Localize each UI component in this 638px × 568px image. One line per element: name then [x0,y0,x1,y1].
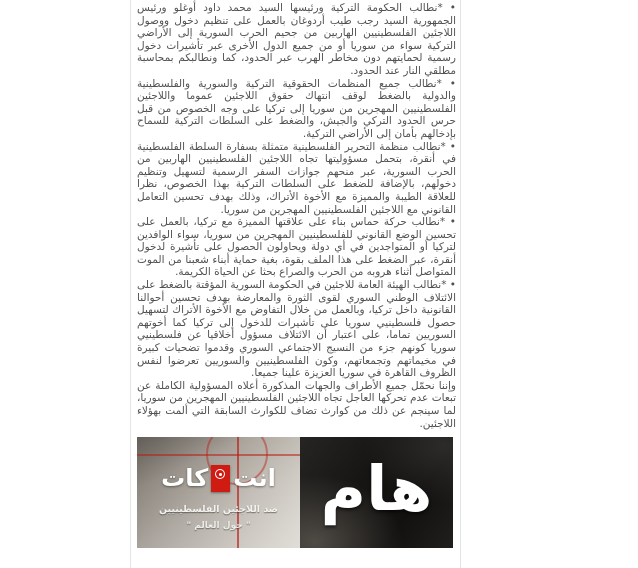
demand-paragraph: • *نطالب حركة حماس بناء على علاقتها المميزة مع تركيا، بالعمل على تحسين الوضع القانوني للفلسطينيين المهجرين من سوريا، سواء الوافدين لتركيا أو المتواجدين في أي دولة ويحاولون الحصول على تأشيرة لدخول أنقرة، عبر الضغط على هذا الملف بقوة، بغية حماية أبناء شعبنا من الموت المتواصل أثناء هروبه من الحرب والصراع بحثا عن الحياة الكريمة. [137,216,456,279]
demand-paragraph: • *نطالب الهيئة العامة للاجئين في الحكومة السورية المؤقتة بالضغط على الائتلاف الوطني السوري لقوى الثورة والمعارضة بهدف تحسين أحوالنا القانونية داخل تركيا، وبالعمل من خلال التفاوض مع الأخوة الأتراك لتسهيل حصول فلسطينيي سوريا على تأشيرات للدخول إلى تركيا كما أخوتهم السوريين تماما، على اعتبار أن الائتلاف مسؤول أخلاقيا عن فلسطينيي سوريا كونهم جزء من النسيج الاجتماعي السوري وقدموا تضحيات كبيرة في مخيماتهم وتجمعاتهم، وكون الفلسطينيين والسوريين تعرضوا لنفس الظروف القاهرة في سوريا العزيزة علينا جميعا. [137,279,456,380]
closing-paragraph: وإننا نحمّل جميع الأطراف والجهات المذكورة أعلاه المسؤولية الكاملة عن تبعات عدم تحركها العاجل تجاه اللاجئين الفلسطينيين المهجرين من سوريا، لما سينجم عن ذلك من كوارث تضاف للكوارث السابقة التي ألمت بهؤلاء اللاجئين. [137,379,456,430]
violations-tagline: " حول العالم " [186,521,251,532]
attached-poster-image[interactable] [137,437,453,548]
important-title: هام [320,451,433,525]
violations-title-right-part: انت [233,464,276,493]
demands-text-block [131,0,460,430]
demand-paragraph: • *نطالب منظمة التحرير الفلسطينية متمثلة بسفارة السلطة الفلسطينية في أنقرة، بتحمل مسؤوليتها تجاه اللاجئين الفلسطينيين الهاربين من الحرب السورية، عبر منحهم جوازات السفر الرسمية لتسهيل وتنظيم دخولهم، بالإضافة للضغط على السلطات التركية بهذا الخصوص، نظرا للعلاقة الطيبة والمميزة مع الأخوة الأتراك، وذلك بهدف تحسين التعامل القانوني مع اللاجئين الفلسطينيين المهجرين من سوريا. [137,140,456,216]
target-dot-icon [219,473,222,476]
violations-title [137,464,300,492]
target-square-icon [211,465,230,492]
violations-title-left-part: كات [161,464,209,493]
violations-subtitle: ضد اللاجئين الفلسطينيين [159,504,278,516]
important-poster-panel [300,437,453,548]
demand-paragraph: • *نطالب الحكومة التركية ورئيسها السيد محمد داود أوغلو ورئيس الجمهورية السيد رجب طيب أردوغان بالعمل على تنظيم دخول ووصول اللاجئين الفلسطينيين الهاربين من جحيم الحرب السورية إلى الأراضي التركية سواء من سوريا أو من جميع الدول الأخرى عبر تأشيرات دخول رسمية لحمايتهم دون مخاطر الهرب عبر الحدود، كما ونطالبكم بمحاسبة مطلقي النار عند الحدود. [137,2,456,77]
violations-poster-panel [137,437,300,548]
demand-paragraph: • *نطالب جميع المنظمات الحقوقية التركية والسورية والفلسطينية والدولية بالضغط لوقف انتهاك حقوق اللاجئين عموما واللاجئين الفلسطينيين المهجرين من سوريا إلى تركيا على وجه الخصوص من قبل حرس الحدود التركي والجيش، والضغط على السلطات التركية للسماح بإدخالهم بأمان إلى الأراضي التركية. [137,77,456,140]
post-content-column [130,0,461,568]
